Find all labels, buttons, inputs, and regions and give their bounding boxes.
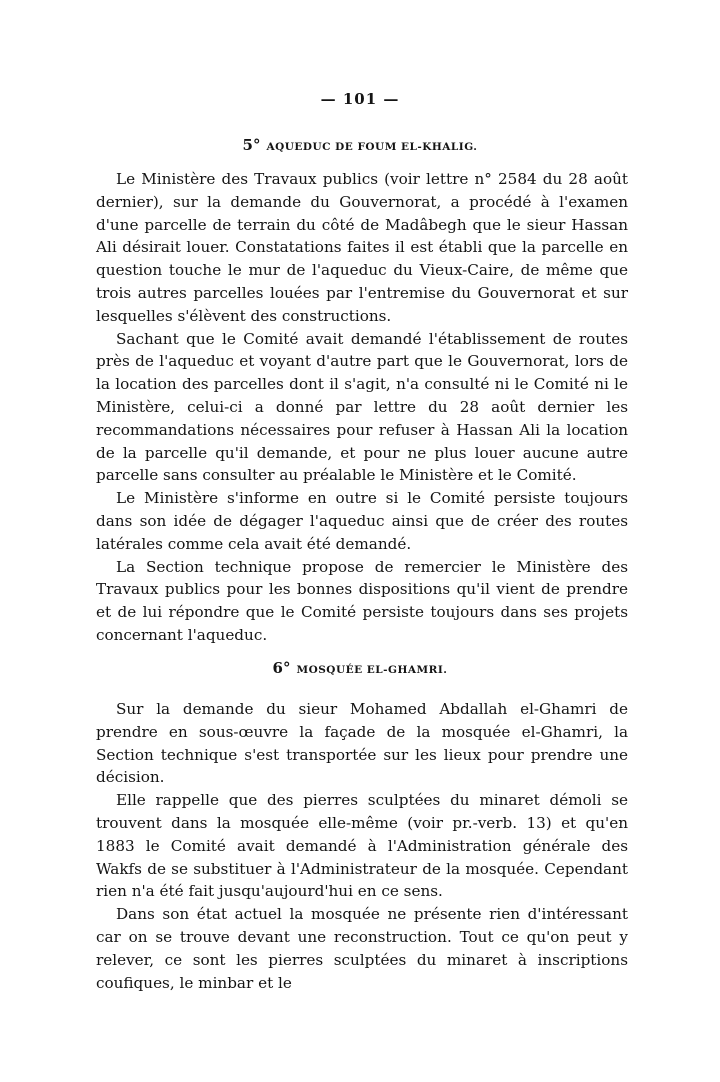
section-body-aqueduc [96, 168, 628, 647]
paragraph: Sur la demande du sieur Mohamed Abdallah el-Ghamri de prendre en sous-œuvre la façade de la mosquée el-Ghamri, la Section technique s'est transportée sur les lieux pour prendre une décision. [96, 700, 628, 787]
section-number: 6° [272, 659, 291, 677]
paragraph: La Section technique propose de remercier le Ministère des Travaux publics pour les bonnes dispositions qu'il vient de prendre et de lui répondre que le Comité persiste toujours dans ses projets concernant l'aqueduc. [96, 557, 628, 644]
section-title: MOSQUÉE EL-GHAMRI. [296, 664, 448, 676]
paragraph: Dans son état actuel la mosquée ne présente rien d'intéressant car on se trouve devant une reconstruction. Tout ce qu'on peut y relever, ce sont les pierres sculptées du minaret à inscriptions coufiques, le minbar et le [96, 905, 628, 992]
paragraph: Elle rappelle que des pierres sculptées du minaret démoli se trouvent dans la mosquée elle-même (voir pr.-verb. 13) et qu'en 1883 le Comité avait demandé à l'Administration générale des Wakfs de se substituer à l'Administrateur de la mosquée. Cependant rien n'a été fait jusqu'aujourd'hui en ce sens. [96, 791, 628, 901]
section-heading-aqueduc [0, 135, 720, 154]
page-number: — 101 — [320, 90, 400, 108]
section-title: AQUEDUC DE FOUM EL-KHALIG. [266, 141, 478, 153]
section-number: 5° [242, 136, 261, 154]
section-heading-mosquee [0, 658, 720, 677]
section-body-mosquee [96, 698, 628, 994]
paragraph: Le Ministère des Travaux publics (voir lettre n° 2584 du 28 août dernier), sur la demande du Gouvernorat, a procédé à l'examen d'une parcelle de terrain du côté de Madâbegh que le sieur Hassan Ali désirait louer. Constatations faites il est établi que la parcelle en question touche le mur de l'aqueduc du Vieux-Caire, de même que trois autres parcelles louées par l'entremise du Gouvernorat et sur lesquelles s'élèvent des constructions. [96, 170, 628, 325]
paragraph: Le Ministère s'informe en outre si le Comité persiste toujours dans son idée de dégager l'aqueduc ainsi que de créer des routes latérales comme cela avait été demandé. [96, 489, 628, 553]
paragraph: Sachant que le Comité avait demandé l'établissement de routes près de l'aqueduc et voyant d'autre part que le Gouvernorat, lors de la location des parcelles dont il s'agit, n'a consulté ni le Comité ni le Ministère, celui-ci a donné par lettre du 28 août dernier les recommandations nécessaires pour refuser à Hassan Ali la location de la parcelle qu'il demande, et pour ne plus louer aucune autre parcelle sans consulter au préalable le Ministère et le Comité. [96, 329, 628, 485]
